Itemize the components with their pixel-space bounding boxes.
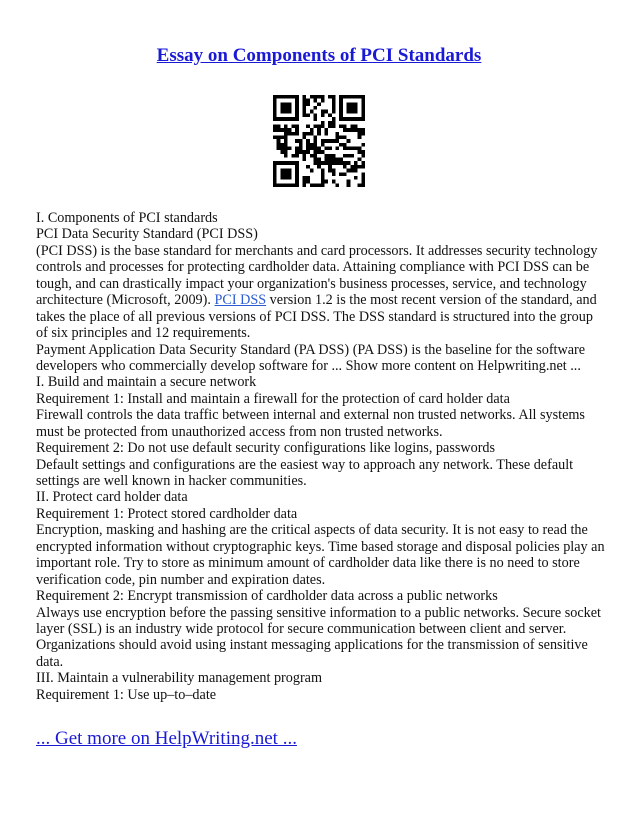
text-line: Requirement 1: Install and maintain a firewall for the protection of card holder data: [36, 390, 510, 407]
text-fragment: version 1.2 is the most recent version of the standard, and: [266, 292, 597, 309]
document-title[interactable]: Essay on Components of PCI Standards: [156, 45, 482, 66]
text-line: settings are well known in hacker communities.: [36, 473, 307, 489]
text-line: takes the place of all previous versions of PCI DSS. The DSS standard is structured into the group: [36, 308, 593, 325]
text-line: Encryption, masking and hashing are the critical aspects of data security. It is not easy to read the: [36, 522, 588, 539]
text-line: Firewall controls the data traffic between internal and external non trusted networks. All systems: [36, 407, 585, 424]
text-line: Payment Application Data Security Standard (PA DSS) (PA DSS) is the baseline for the software: [36, 341, 586, 358]
text-line: data.: [36, 653, 64, 670]
pci-dss-link[interactable]: PCI DSS: [214, 292, 267, 309]
text-line: encrypted information without cryptographic keys. Time based storage and disposal policies play an: [36, 538, 605, 555]
text-fragment: architecture (Microsoft, 2009).: [36, 292, 215, 309]
get-more-link[interactable]: ... Get more on HelpWriting.net ...: [36, 728, 297, 749]
text-line: layer (SSL) is an industry wide protocol for secure communication between client and server.: [36, 620, 567, 637]
text-line: II. Protect card holder data: [36, 489, 188, 506]
text-line: Organizations should avoid using instant messaging applications for the transmission of sensitive: [36, 637, 588, 654]
text-line: developers who commercially develop software for ... Show more content on Helpwriting.net ...: [36, 357, 581, 374]
essay-body: [36, 210, 606, 703]
text-line: verification code, pin number and expiration dates.: [36, 571, 326, 588]
text-line: Default settings and configurations are the easiest way to approach any network. These default: [36, 456, 574, 473]
text-line: important role. Try to store as minimum amount of cardholder data like there is no need to store: [36, 555, 580, 572]
text-line: [36, 292, 606, 308]
text-line: III. Maintain a vulnerability management program: [36, 670, 323, 687]
text-line: (PCI DSS) is the base standard for merchants and card processors. It addresses security technology: [36, 242, 598, 259]
text-line: Always use encryption before the passing sensitive information to a public networks. Secure socket: [36, 604, 601, 621]
text-line: I. Components of PCI standards: [36, 210, 218, 226]
text-line: controls and processes for protecting cardholder data. Attaining compliance with PCI DSS can be: [36, 259, 590, 276]
text-line: PCI Data Security Standard (PCI DSS): [36, 226, 258, 243]
qr-code-icon: [273, 95, 365, 187]
text-line: Requirement 1: Protect stored cardholder data: [36, 505, 298, 522]
text-line: I. Build and maintain a secure network: [36, 374, 257, 391]
text-line: tough, and can drastically impact your organization's business processes, service, and technology: [36, 275, 587, 292]
text-line: Requirement 2: Do not use default security configurations like logins, passwords: [36, 440, 496, 457]
text-line: of six principles and 12 requirements.: [36, 325, 251, 342]
text-line: Requirement 2: Encrypt transmission of cardholder data across a public networks: [36, 588, 498, 605]
text-line: Requirement 1: Use up–to–date: [36, 686, 217, 703]
text-line: must be protected from unauthorized access from non trusted networks.: [36, 423, 443, 440]
